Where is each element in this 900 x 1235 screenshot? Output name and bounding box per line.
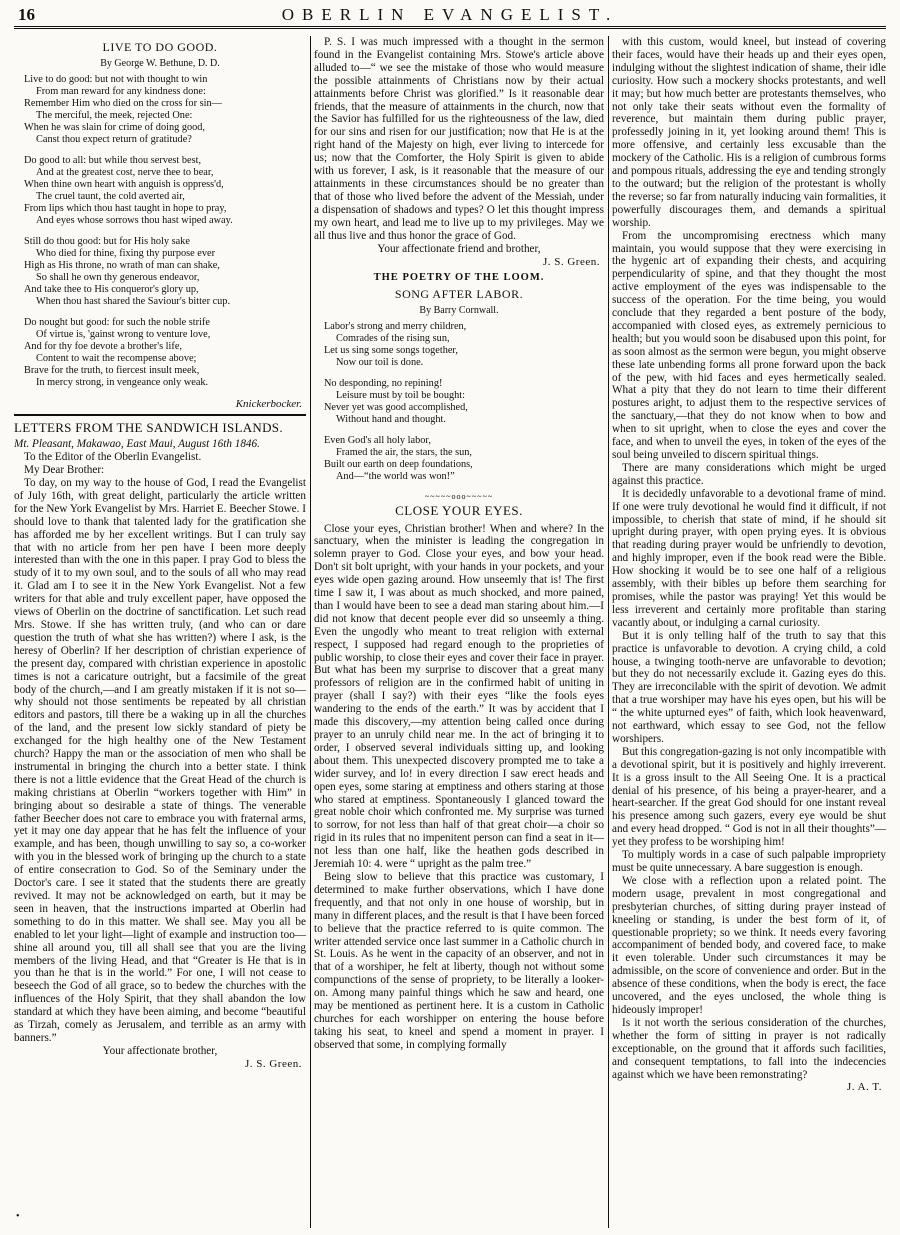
page-number: 16 [18, 5, 35, 24]
poem-byline: By Barry Cornwall. [419, 304, 499, 316]
poem-line: High as His throne, no wrath of man can shake, [24, 260, 220, 271]
paragraph: From the uncompromising erectness which many maintain, you would suppose that they were exercising in the hygenic art of expanding their chests, and acquiring perpendicularity of spine, and that they thought the most active employment of the eyes was indispensable to the success of the operation. For the time being, you would conclude that they regarded a bent posture of the body, accompanied with closed eyes, as extremely pernicious to health; but you would soon be disabused upon this point, for as soon almost as the sermon were begun, you might observe these late unbending forms all prone forward upon the back of the pew, with hid faces and eyes hermetically sealed. What a pity that they do not learn to time their different postures aright, to adjust them to the respective services of the sanctuary,—that they do not know when to bow and when to sit upright, when to close the eyes and cover the face, and when to unveil the eyes, in token of the eyes of the soul being unveiled to discern spiritual things. [612, 229, 886, 461]
masthead: OBERLIN EVANGELIST. [281, 5, 619, 24]
letter-recipient: To the Editor of the Oberlin Evangelist. [24, 451, 202, 463]
page-header [14, 4, 886, 29]
letter-signature: J. S. Green. [244, 1057, 302, 1070]
poem-line: Built our earth on deep foundations, [324, 458, 473, 470]
poem-line: Do good to all: but while thou servest best, [24, 155, 202, 166]
paragraph: To day, on my way to the house of God, I read the Evangelist of July 16th, with great delight, particularly the article written for the New York Evangelist by Mrs. Harriet E. Beecher Stowe. I should love to thank that talented lady for the gratification she has afforded me by her excellent writings. But I can truly say that with no article from her pen have I been more deeply interested than with the one in this paper. I pray God to bless the study of it to my own soul, and to the souls of all who may read it. Glad am I to see it in the New York Evangelist. Not a few writers for that able and truly excellent paper, have opposed the views of Oberlin on the doctrine of sanctification. Let such read Mrs. Stowe. If she has written truly, (and who can or dare question the truth of what she has written?) where I ask, is the heresy of Oberlin? If her description of christian experience of the present day, compared with christian experience in apostolic times is not a caricature outright, but a facsimile of the great body of the church,—and I am greatly mistaken if it is not so—why should not those sentiments be repeated by all christian editors and pastors, till there be a waking up in all the churches of the land, and the present low sickly standard of piety be exchanged for the high healthy one of the New Testament church? Happy the man or the association of men who shall be instrumental in bringing the church into a better state. I think there is not a little evidence that the Great Head of the church is making christians at Oberlin “workers together with Him” in bringing about so desirable a state of things. The venerable father Beecher does not care to embrace you with fraternal arms, yet it may one day appear that he has felt the influence of your example, and has been, though unwilling to say so, a co-worker with you in the blessed work of bringing up the church to a state of entire consecration to God. So of the Seminary under the Doctor's care. I see it stated that the students there are greatly revived. It may not be acknowledged on earth, but it may be seen in heaven, that the instructions imparted at Oberlin had something to do in this matter. We shall see. May you all be enabled to let your light—light of example and instruction too—shine all around you, till all shall see that you are the living members of the living Head, and that “Greater is He that is in you than he that is in the world.” For one, I will not cease to beseech the God of all grace, so to bedew the churches with the influences of the Holy Spirit, that they shall abandon the low standard at which they have been aiming, and become “beautiful as Tirzah, comely as Jerusalem, and terrible as an army with banners.” [14, 477, 306, 1044]
poem-line: The cruel taunt, the cold averted air, [36, 191, 185, 202]
poem-line: And at the greatest cost, nerve thee to bear, [36, 167, 214, 178]
letter-dateline: Mt. Pleasant, Makawao, East Maui, August 16th 1846. [14, 438, 260, 450]
poem-line: Framed the air, the stars, the sun, [336, 446, 472, 458]
poem-stanza [324, 321, 604, 369]
poem-line: Live to do good: but not with thought to win [24, 74, 208, 85]
paragraph: Close your eyes, Christian brother! When and where? In the sanctuary, when the minister is leading the congregation in solemn prayer to God. Close your eyes, and bow your head. Don't sit bolt upright, with your hands in your pockets, and your eyes wide open gazing around. How unseemly that is! The first time I saw it, I was about as much shocked, and more pained, than I would have been to see a dead man staring about him.—I did not know that decent people ever did so unseemly a thing. Even the ungodly who meant to treat religion with external respect, I supposed had regard enough to the proprieties of public worship, to close their eyes and cover their face in prayer. But what has been my surprise to discover that a great many professors of religion are in the confirmed habit of uniting in prayer (shall I say?) with their eyes “like the fools eyes wandering to the ends of the earth.” It was by accident that I made this discovery,—my attention being called once during prayer to an unruly child near me. In the act of bringing it to order, I observed several individuals sitting up, and looking about them. This unexpected discovery prompted me to take a wider survey, and lo! in every direction I saw erect heads and open eyes, some staring at emptiness and others staring at those who stared at emptiness. Spontaneously I glanced toward the great noble choir which confronted me. My surprise was turned to sorrow, for not less than half of that great choir—a choir so rigid in its rules that no impenitent person can find a seat in it—not less than one half, like the heathen gods described in Jeremiah 10: 4. were “ upright as the palm tree.” [314, 522, 604, 871]
poem-line: The merciful, the meek, rejected One: [36, 110, 193, 121]
poem-line: When thou hast shared the Saviour's bitter cup. [36, 296, 231, 307]
section-heading: THE POETRY OF THE LOOM. [373, 271, 545, 283]
poem-line: Who died for thine, fixing thy purpose ever [36, 248, 216, 259]
column-2 [314, 36, 604, 1228]
poem-line: Brave for the truth, to fiercest insult meek, [24, 365, 200, 376]
postscript-signature: J. S. Green. [542, 255, 600, 268]
poem-line: No desponding, no repining! [324, 377, 443, 389]
postscript-body [314, 36, 604, 243]
letter-closing: Your affectionate brother, [102, 1044, 218, 1057]
poem-line: And—“the world was won!” [336, 470, 455, 482]
paragraph: But this congregation-gazing is not only incompatible with a devotional spirit, but it is positively and highly irreverent. It is a gross insult to the All Seeing One. It is a practical denial of his presence, of his being a prayer-hearer, and a heart-searcher. If the great God should for one instant reveal his presence among such gazers, every eye would be shut and every head dropped. “ God is not in all their thoughts”—yet they profess to be worshiping him! [612, 745, 886, 849]
poem-line: When thine own heart with anguish is oppress'd, [24, 179, 224, 190]
ornament-divider: ~~~~~ooo~~~~~ [424, 491, 494, 501]
paragraph: To multiply words in a case of such palpable impropriety must be quite unnecessary. A bare suggestion is enough. [612, 849, 886, 874]
poem-stanza [324, 378, 604, 426]
poem-line: When he was slain for crime of doing good, [24, 122, 206, 133]
poem-line: From man reward for any kindness done: [36, 86, 206, 97]
column-1 [14, 36, 306, 1228]
poem-line: Remember Him who died on the cross for sin— [24, 98, 222, 109]
poem-stanza [24, 155, 306, 227]
poem-line: Of virtue is, 'gainst wrong to venture love, [36, 329, 211, 340]
article-title: CLOSE YOUR EYES. [395, 502, 523, 518]
poem-line: Comrades of the rising sun, [336, 332, 450, 344]
paragraph: It is decidedly unfavorable to a devotional frame of mind. If one were truly devotional he would find it difficult, if not impossible, to cherish that state of mind, if he should sit upright during prayer, with open prying eyes. It is obvious that reading during prayer would be unfriendly to devotion, and highly improper, even if the book read were the Bible. How shocking it would be to see one half of a religious assembly, with their bibles up before them searching for promises, while the pastor was praying! Yet this would be less irreverent and certainly more profitable than staring vacantly about, or indulging a carnal curiosity. [612, 487, 886, 629]
poem-line: In mercy strong, in vengeance only weak. [36, 377, 209, 388]
bullet-mark: • [16, 1211, 20, 1222]
paragraph: There are many considerations which might be urged against this practice. [612, 461, 886, 487]
poem-line: Canst thou expect return of gratitude? [36, 134, 192, 145]
poem-line: Never yet was good accomplished, [324, 401, 468, 413]
poem-line: Without hand and thought. [336, 413, 446, 425]
paragraph: But it is only telling half of the truth to say that this practice is unfavorable to devotion. A crying child, a cold house, a twinging tooth-nerve are unfavorable to devotion; but they do not necessarily exclude it. Gazing eyes do this. They are irreconcilable with the spirit of devotion. We admit that a true worshiper may have his eyes open, but his will be “ the white upturned eyes” of faith, which look heavenward, not earthward, which essay to see God, not the fellow worshipers. [612, 629, 886, 745]
poem-line: Now our toil is done. [336, 356, 424, 368]
poem-stanza [24, 74, 306, 146]
postscript-closing: Your affectionate friend and brother, [377, 242, 541, 255]
columns [14, 36, 886, 1228]
poem-line: Do nought but good: for such the noble strife [24, 317, 210, 328]
poem-line: So shall he own thy generous endeavor, [36, 272, 200, 283]
poem-stanza [324, 435, 604, 483]
poem-stanza [24, 317, 306, 389]
poem-stanza [24, 236, 306, 308]
poem-body [14, 74, 306, 389]
column-3 [612, 36, 886, 1228]
paragraph: with this custom, would kneel, but instead of covering their faces, would have their heads up and their eyes open, indulging without the slightest indication of shame, their idle curiosity. How such a mockery shocks protestants, and well it may; but how much better are protestants themselves, who not only take their seats without even the formality of reverence, but maintain them during public prayer, professedly joining in it, yet looking around them! This is more offensive, and certainly less excusable than the mockery of the Catholic. His is a religion of cumbrous forms and pompous rituals, addressing the eye and tending strongly to the outward; but the religion of the protestant is wholly the reverse; so far from naturally inducing vain formalities, it powerfully discourages them, and demands a spiritual worship. [612, 36, 886, 229]
poem-title: SONG AFTER LABOR. [394, 286, 524, 301]
poem-line: And eyes whose sorrows thou hast wiped away. [36, 215, 233, 226]
article-body-continued [612, 36, 886, 1081]
poem-byline: By George W. Bethune, D. D. [100, 58, 220, 69]
article-signature: J. A. T. [846, 1081, 882, 1094]
poem-signature: Knickerbocker. [235, 398, 302, 410]
poem-title: LIVE TO DO GOOD. [102, 40, 218, 54]
poem-body [314, 321, 604, 483]
paragraph: We close with a reflection upon a related point. The modern usage, prevalent in most congregational and presbyterian churches, of sitting during prayer instead of kneeling or standing, is under the best form of it, of questionable propriety; so we think. It needs every favoring accompaniment of bended body, and covered face, to make it even tolerable. Under such circumstances it may be admissible, on the score of convenience and order. But in the absence of these conditions, when the body is erect, the face uncovered, and the eyes unclosed, the whole thing is hideously improper! [612, 874, 886, 1016]
paragraph: Is it not worth the serious consideration of the churches, whether the form of sitting in prayer is not radically exceptionable, on the ground that it affords such facilities, and consequent temptations, to fall into the indecencies against which we have been remonstrating? [612, 1016, 886, 1081]
letter-salutation: My Dear Brother: [24, 464, 105, 476]
poem-line: From lips which thou hast taught in hope to pray, [24, 203, 227, 214]
poem-line: Even God's all holy labor, [324, 434, 431, 446]
column-rule [608, 36, 609, 1228]
article-body [314, 523, 604, 1052]
paragraph: P. S. I was much impressed with a thought in the sermon found in the Evangelist containing Mrs. Stowe's article above alluded to—“ we see the mistake of those who would measure the possible attainments of Christians now by their actual attainments before Christ was glorified.” Is it reasonable dear friends, that the measure of attainments in the church, now that the Savior has fulfilled for us the righteousness of the law, died for our sins and risen for our justification; now that He is at the right hand of the Majesty on high, ever living to intercede for us; now that the Comforter, the Holy Spirit is given to abide with us forever, I ask, is it reasonable that the measure of our attainments in these circumstances should be no greater than that of those who lived before the advent of the Messiah, under a dispensation of shadows and types? O let this thought impress my own heart, and lead me to live up to my privileges. May we all thus live and thus honor the grace of God. [314, 36, 604, 242]
article-heading: LETTERS FROM THE SANDWICH ISLANDS. [14, 420, 283, 435]
newspaper-page [0, 4, 900, 1235]
poem-line: Let us sing some songs together, [324, 344, 459, 356]
poem-line: Content to wait the recompense above; [36, 353, 197, 364]
poem-line: And take thee to His conqueror's glory up, [24, 284, 199, 295]
poem-line: And for thy foe devote a brother's life, [24, 341, 182, 352]
section-divider [14, 414, 306, 416]
column-rule [310, 36, 311, 1228]
poem-line: Leisure must by toil be bought: [336, 389, 465, 401]
poem-line: Labor's strong and merry children, [324, 320, 467, 332]
poem-line: Still do thou good: but for His holy sake [24, 236, 190, 247]
letter-body [14, 477, 306, 1045]
paragraph: Being slow to believe that this practice was customary, I determined to make further observations, which I have done frequently, and that not only in one house of worship, but in many in different places, and the result is that I have been forced to believe that the practice referred to is quite common. The writer attended service once last summer in a Catholic church in St. Louis. As he went in the capacity of an observer, and not in that of a worshiper, he felt at liberty, though not without some compunctions of the sense of propriety, to be literally a looker-on. Among many painful things which he saw and heard, one may be mentioned as pertinent here. It is a custom in Catholic churches for each worshipper on entering the house before taking his seat, to kneel and spend a moment in prayer. I observed that some, in complying formally [314, 870, 604, 1051]
